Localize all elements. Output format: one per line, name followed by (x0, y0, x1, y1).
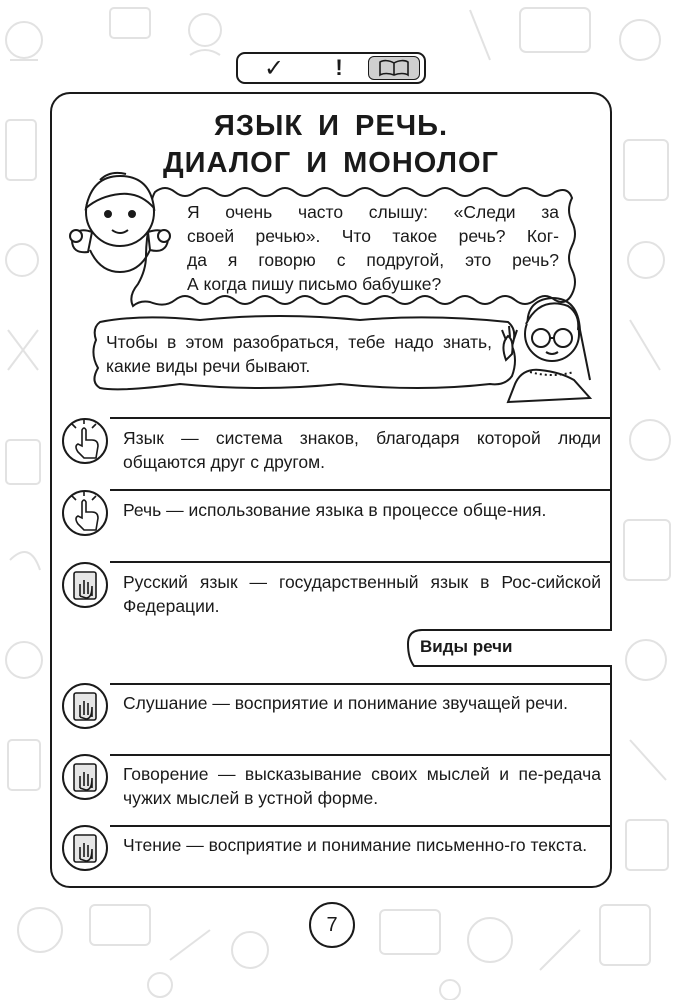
girl-speech-line: да я говорю с подругой, это речь? (187, 250, 559, 270)
book-hand-icon (74, 764, 96, 791)
title-line-1: ЯЗЫК И РЕЧЬ. (213, 110, 449, 142)
page-number: 7 (309, 902, 355, 948)
definition-russian-language: Русский язык — государственный язык в Рос-сийской Федерации. (123, 572, 601, 616)
girl-speech-line: А когда пишу письмо бабушке? (187, 274, 442, 294)
speech-type-listening: Слушание — восприятие и понимание звучащей речи. (123, 693, 569, 713)
definition-language: Язык — система знаков, благодаря которой люди общаются друг с другом. (123, 428, 601, 472)
exclamation-icon: ! (335, 55, 343, 80)
girl-speech-text (187, 200, 559, 296)
book-hand-icon (74, 693, 96, 720)
book-hand-icon (74, 835, 96, 862)
title-line-2: ДИАЛОГ И МОНОЛОГ (163, 147, 499, 179)
girl-speech-line: своей речью». Что такое речь? Ког- (187, 226, 559, 246)
speech-types-heading: Виды речи (420, 637, 513, 656)
book-hand-icon (74, 572, 96, 599)
definition-speech: Речь — использование языка в процессе обще-ния. (123, 500, 547, 520)
check-icon: ✓ (263, 54, 285, 82)
icon-circles (63, 419, 107, 870)
girl-speech-line: Я очень часто слышу: «Следи за (187, 202, 559, 222)
speech-type-speaking: Говорение — высказывание своих мыслей и пе-редача чужих мыслей в устной форме. (123, 764, 601, 808)
speech-type-reading: Чтение — восприятие и понимание письменно-го текста. (123, 835, 588, 855)
teacher-character (502, 298, 590, 402)
teacher-speech-text: Чтобы в этом разобраться, тебе надо знать, какие виды речи бывают. (106, 332, 492, 376)
